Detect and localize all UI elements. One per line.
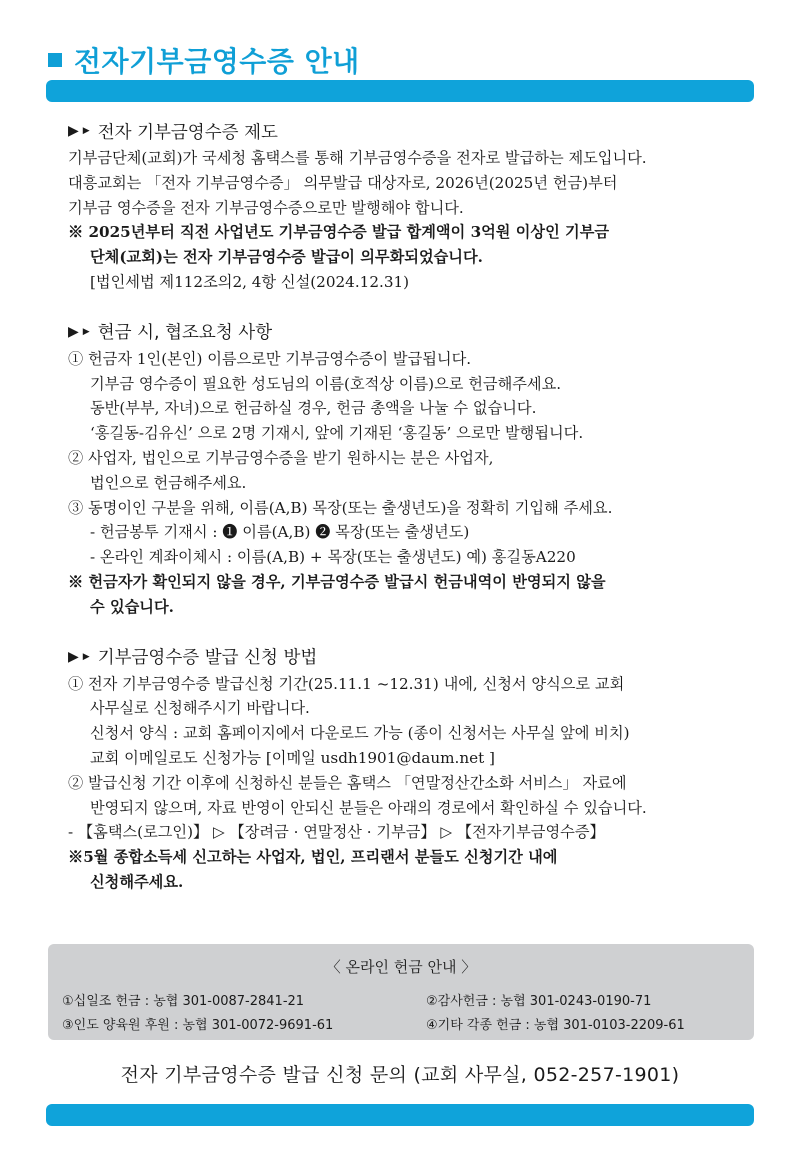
account-thanks: ②감사헌금 : 농협 301-0243-0190-71 [426, 994, 652, 1009]
section-heading-application [68, 644, 758, 670]
square-bullet-icon [48, 53, 62, 67]
text-line: 기부금 영수증이 필요한 성도님의 이름(호적상 이름)으로 헌금해주세요. [90, 374, 562, 393]
notice-line: ※ 헌금자가 확인되지 않을 경우, 기부금영수증 발급시 헌금내역이 반영되지 않을 [68, 572, 606, 591]
account-other: ④기타 각종 헌금 : 농협 301-0103-2209-61 [426, 1018, 685, 1033]
section-heading-text: 전자 기부금영수증 제도 [97, 122, 278, 143]
text-line: 대흥교회는 「전자 기부금영수증」 의무발급 대상자로, 2026년(2025년 헌금)부터 [68, 173, 618, 192]
page-title-text: 전자기부금영수증 안내 [74, 45, 360, 78]
text-line: 반영되지 않으며, 자료 반영이 안되신 분들은 아래의 경로에서 확인하실 수 있습니다. [90, 798, 647, 817]
section-heading-text: 현금 시, 협조요청 사항 [97, 323, 273, 344]
law-reference: [법인세법 제112조의2, 4항 신설(2024.12.31) [90, 272, 410, 291]
notice-line: ※5월 종합소득세 신고하는 사업자, 법인, 프리랜서 분들도 신청기간 내에 [68, 848, 558, 867]
section-heading-cooperation [68, 319, 758, 345]
list-item: ① 헌금자 1인(본인) 이름으로만 기부금영수증이 발급됩니다. [68, 349, 472, 368]
text-line: 기부금 영수증을 전자 기부금영수증으로만 발행해야 합니다. [68, 198, 464, 217]
arrow-icon: ▶ [68, 323, 79, 340]
account-india-orphanage: ③인도 양육원 후원 : 농협 301-0072-9691-61 [62, 1018, 334, 1033]
path-line: - 【홈택스(로그인)】 ▷ 【장려금 · 연말정산 · 기부금】 ▷ 【전자기부금영수증】 [68, 823, 605, 842]
small-arrow-icon: ▶ [82, 126, 90, 136]
list-item: ② 사업자, 법인으로 기부금영수증을 받기 원하시는 분은 사업자, [68, 448, 494, 467]
text-line: - 헌금봉투 기재시 : ❶ 이름(A,B) ❷ 목장(또는 출생년도) [90, 523, 470, 542]
arrow-icon: ▶ [68, 123, 79, 139]
list-item: ② 발급신청 기간 이후에 신청하신 분들은 홈택스 「연말정산간소화 서비스」 자료에 [68, 773, 627, 792]
content [68, 118, 758, 895]
email-line: 교회 이메일로도 신청가능 [이메일 usdh1901@daum.net ] [90, 748, 495, 767]
list-item: ③ 동명이인 구분을 위해, 이름(A,B) 목장(또는 출생년도)을 정확히 기입해 주세요. [68, 498, 613, 517]
small-arrow-icon: ▶ [82, 326, 90, 337]
bottom-divider-bar [46, 1104, 754, 1126]
page-title [48, 40, 360, 80]
online-offering-panel [48, 944, 754, 1040]
top-divider-bar [46, 80, 754, 102]
text-line: 동반(부부, 자녀)으로 헌금하실 경우, 헌금 총액을 나눌 수 없습니다. [90, 399, 537, 418]
notice-line: ※ 2025년부터 직전 사업년도 기부금영수증 발급 합계액이 3억원 이상인 기부금 [68, 223, 610, 242]
section-heading-system [68, 118, 758, 144]
notice-line: 신청해주세요. [90, 872, 184, 891]
text-line: 사무실로 신청해주시기 바랍니다. [90, 699, 310, 718]
online-offering-title: 〈 온라인 헌금 안내 〉 [325, 958, 477, 976]
account-tithe: ①십일조 헌금 : 농협 301-0087-2841-21 [62, 994, 305, 1009]
text-line: 법인으로 헌금해주세요. [90, 473, 247, 492]
text-line: 기부금단체(교회)가 국세청 홈택스를 통해 기부금영수증을 전자로 발급하는 제도입니다. [68, 149, 647, 167]
text-line: - 온라인 계좌이체시 : 이름(A,B) + 목장(또는 출생년도) 예) 홍길동A220 [90, 548, 576, 567]
inquiry-contact: 전자 기부금영수증 발급 신청 문의 (교회 사무실, 052-257-1901) [120, 1064, 680, 1086]
notice-line: 수 있습니다. [90, 597, 174, 616]
arrow-icon: ▶ [68, 648, 79, 665]
small-arrow-icon: ▶ [82, 651, 90, 662]
list-item: ① 전자 기부금영수증 발급신청 기간(25.11.1 ~12.31) 내에, 신청서 양식으로 교회 [68, 674, 625, 693]
text-line: 신청서 양식 : 교회 홈페이지에서 다운로드 가능 (종이 신청서는 사무실 앞에 비치) [90, 724, 630, 743]
notice-line: 단체(교회)는 전자 기부금영수증 발급이 의무화되었습니다. [90, 248, 483, 267]
text-line: ‘홍길동-김유신’ 으로 2명 기재시, 앞에 기재된 ‘홍길동’ 으로만 발행됩니다. [90, 424, 584, 443]
section-heading-text: 기부금영수증 발급 신청 방법 [97, 648, 318, 669]
